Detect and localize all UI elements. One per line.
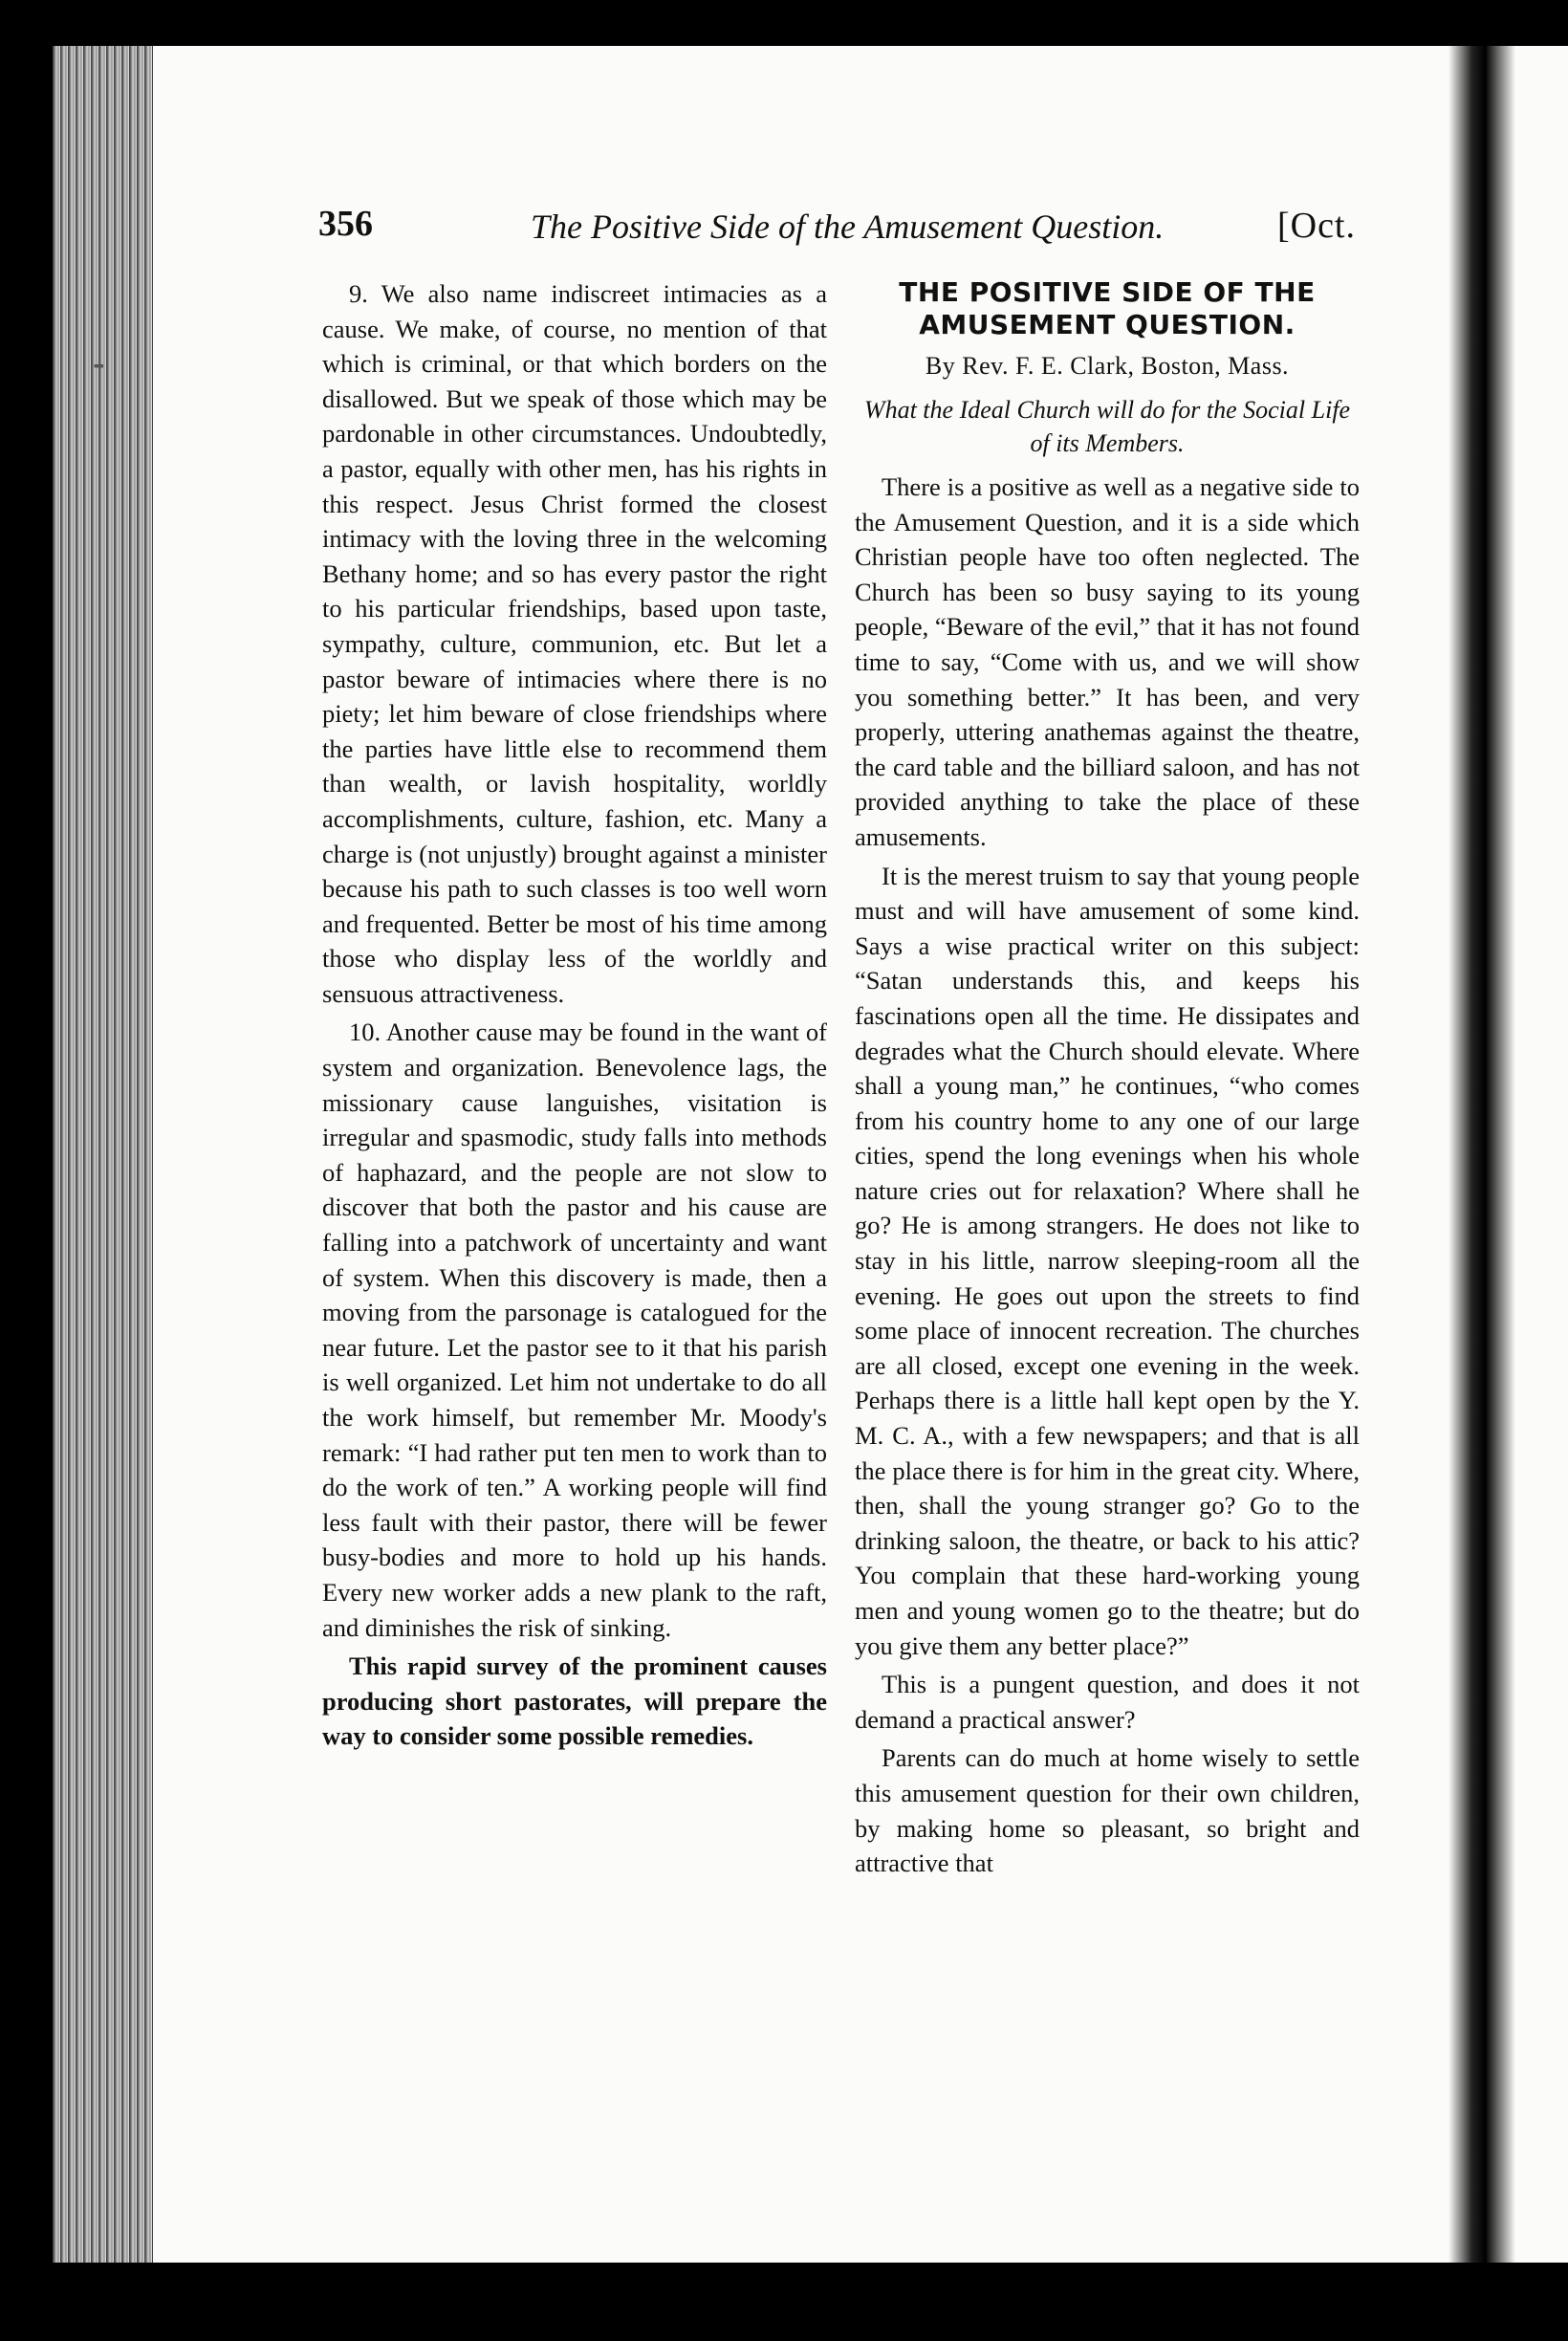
paragraph-parents: Parents can do much at home wisely to settle this amusement question for their own children, by making home so pleasant, so bright and attractive that bbox=[855, 1743, 1360, 1878]
paragraph-truism: It is the merest truism to say that young people must and will have amusement of some kind. Says a wise practical writer on this subject: “Satan understands this, and keeps his fascinations open all the time. He dissipates and degrades what the Church should elevate. Where shall a young man,” he continues, “who comes from his country home to any one of our large cities, spend the long evenings when his whole nature cries out for relaxation? Where shall he go? He is among strangers. He does not like to stay in his little, narrow sleeping-room all the evening. He goes out upon the streets to find some place of innocent recreation. The churches are all closed, except one evening in the week. Perhaps there is a little hall kept open by the Y. M. C. A., with a few newspapers; and that is all the place there is for him in the great city. Where, then, shall the young stranger go? Go to the drinking saloon, the theatre, or back to his attic? You complain that these hard-working young men and young women go to the theatre; but do you give them any better place?” bbox=[855, 861, 1360, 1660]
paragraph-survey: This rapid survey of the prominent causes producing short pastorates, will prepare the way to consider some possible remedies. bbox=[322, 1652, 827, 1751]
paragraph-pungent-question: This is a pungent question, and does it not demand a practical answer? bbox=[855, 1670, 1360, 1734]
article-byline: By Rev. F. E. Clark, Boston, Mass. bbox=[925, 352, 1290, 380]
article-subtitle: What the Ideal Church will do for the Social Life of its Members. bbox=[863, 396, 1351, 457]
paragraph-positive-side: There is a positive as well as a negative side to the Amusement Question, and it is a side which Christian people have too often neglected. The Church has been so busy saying to its young people, “Beware of the evil,” that it has not found time to say, “Come with us, and we will show you something better.” It has been, and very properly, uttering anathemas against the theatre, the card table and the billiard saloon, and has not provided anything to take the place of these amusements. bbox=[855, 472, 1360, 851]
paragraph-intimacies: 9. We also name indiscreet intimacies as a cause. We make, of course, no mention of that which is criminal, or that which borders on the disallowed. But we speak of those which may be pardonable in other circumstances. Undoubtedly, a pastor, equally with other men, has his rights in this respect. Jesus Christ formed the closest intimacy with the loving three in the welcoming Bethany home; and so has every pastor the right to his particular friendships, based upon taste, sympathy, culture, communion, etc. But let a pastor beware of intimacies where there is no piety; let him beware of close friendships where the parties have little else to recommend them than wealth, or lavish hospitality, worldly accomplishments, culture, fashion, etc. Many a charge is (not unjustly) brought against a minister because his path to such classes is too well worn and frequented. Better be most of his time among those who display less of the worldly and sensuous attractiveness. bbox=[322, 279, 827, 1008]
right-column bbox=[855, 276, 1360, 1885]
left-column bbox=[322, 276, 827, 1758]
running-month: [Oct. bbox=[1276, 206, 1356, 246]
running-head bbox=[318, 203, 1356, 256]
margin-smudge: ▪▪▪ bbox=[94, 360, 102, 374]
running-title: The Positive Side of the Amusement Question. bbox=[531, 208, 1165, 246]
book-page-edges bbox=[53, 46, 153, 2263]
article-title: THE POSITIVE SIDE OF THE AMUSEMENT QUESTION. bbox=[899, 276, 1316, 340]
facing-page-gutter bbox=[1448, 46, 1515, 2263]
page-number: 356 bbox=[318, 204, 373, 244]
paragraph-organization: 10. Another cause may be found in the want of system and organization. Benevolence lags, the missionary cause languishes, visitation is irregular and spasmodic, study falls into methods of haphazard, and the people are not slow to discover that both the pastor and his cause are falling into a patchwork of uncertainty and want of system. When this discovery is made, then a moving from the parsonage is catalogued for the near future. Let the pastor see to it that his parish is well organized. Let him not undertake to do all the work himself, but remember Mr. Moody's remark: “I had rather put ten men to work than to do the work of ten.” A working people will find less fault with their pastor, there will be fewer busy-bodies and more to hold up his hands. Every new worker adds a new plank to the raft, and diminishes the risk of sinking. bbox=[322, 1017, 827, 1642]
facing-page-sliver bbox=[1515, 46, 1568, 2263]
